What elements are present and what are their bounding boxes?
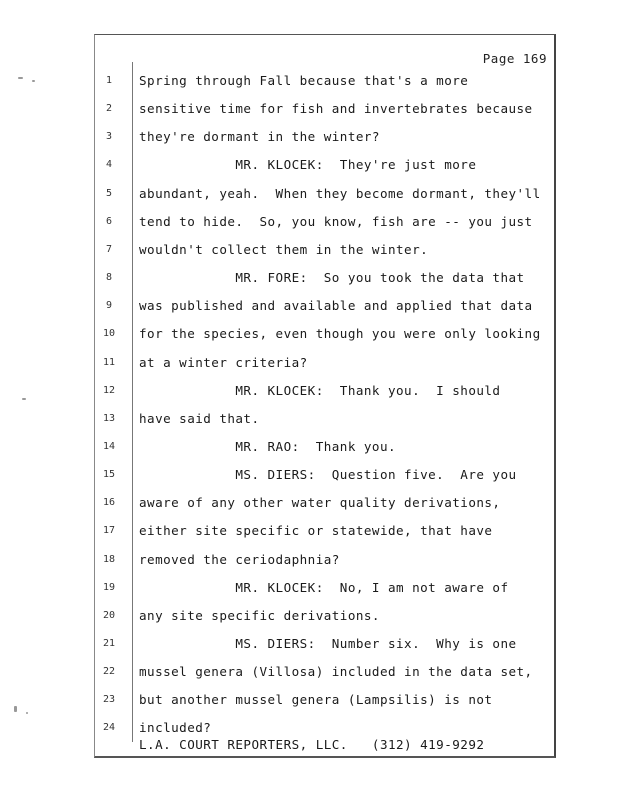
line-text: either site specific or statewide, that have: [139, 523, 493, 539]
line-number: 12: [102, 384, 116, 396]
line-number: 3: [105, 131, 113, 143]
line-text: MS. DIERS: Question five. Are you: [139, 467, 517, 483]
line-number: 24: [102, 722, 116, 734]
line-number: 9: [105, 300, 113, 312]
line-number: 6: [105, 215, 113, 227]
line-number: 19: [102, 581, 116, 593]
line-text: MR. KLOCEK: They're just more: [139, 157, 477, 173]
line-text: for the species, even though you were only looking: [139, 326, 541, 342]
line-text: MR. RAO: Thank you.: [139, 438, 397, 454]
line-number: 11: [102, 356, 116, 368]
line-number: 10: [102, 328, 116, 340]
line-text: MR. FORE: So you took the data that: [139, 270, 525, 286]
line-text: MS. DIERS: Number six. Why is one: [139, 636, 517, 651]
scan-speck: [32, 80, 35, 82]
line-number: 20: [102, 609, 116, 621]
scan-speck: [14, 706, 17, 712]
line-text: but another mussel genera (Lampsilis) is not: [139, 692, 493, 708]
line-text: any site specific derivations.: [139, 607, 380, 623]
line-number: 4: [105, 159, 113, 171]
court-reporter-footer: L.A. COURT REPORTERS, LLC. (312) 419-9292: [139, 737, 485, 752]
line-text: have said that.: [139, 410, 260, 426]
line-number: 21: [102, 638, 116, 649]
page-number: Page 169: [482, 51, 547, 66]
line-text: wouldn't collect them in the winter.: [139, 241, 429, 257]
line-text: was published and available and applied that data: [139, 298, 533, 314]
line-number: 5: [105, 187, 113, 199]
line-text: Spring through Fall because that's a more: [139, 73, 469, 88]
line-text: sensitive time for fish and invertebrates because: [139, 101, 533, 117]
line-text: tend to hide. So, you know, fish are -- you just: [139, 213, 533, 229]
line-number: 1: [105, 75, 113, 86]
scan-speck: [18, 77, 23, 79]
line-number: 2: [105, 103, 113, 115]
line-number: 13: [102, 412, 116, 424]
line-number: 8: [105, 272, 113, 284]
line-text: MR. KLOCEK: Thank you. I should: [139, 382, 501, 398]
line-text: included?: [139, 720, 212, 736]
line-text: at a winter criteria?: [139, 354, 308, 370]
line-number: 23: [102, 694, 116, 706]
line-number: 22: [102, 666, 116, 678]
line-number: 17: [102, 525, 116, 537]
line-number: 14: [102, 440, 116, 452]
line-number: 18: [102, 553, 116, 565]
line-text: they're dormant in the winter?: [139, 129, 380, 145]
scan-speck: [26, 712, 28, 714]
line-text: abundant, yeah. When they become dormant, they'll: [139, 185, 541, 201]
scan-speck: [22, 398, 26, 400]
line-number: 7: [105, 243, 113, 255]
line-text: aware of any other water quality derivations,: [139, 495, 501, 511]
line-number: 16: [102, 497, 116, 509]
line-text: mussel genera (Villosa) included in the data set,: [139, 664, 533, 680]
line-number: 15: [102, 469, 116, 481]
line-number-rule: [132, 62, 133, 742]
line-text: MR. KLOCEK: No, I am not aware of: [139, 579, 509, 595]
line-text: removed the ceriodaphnia?: [139, 551, 340, 567]
